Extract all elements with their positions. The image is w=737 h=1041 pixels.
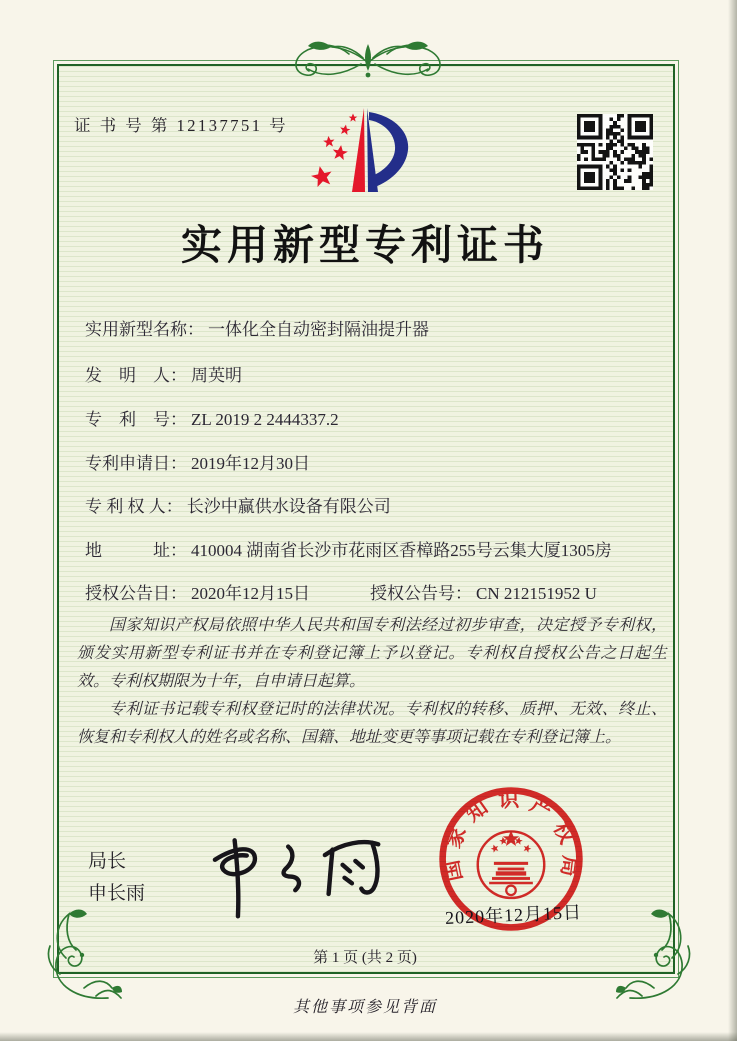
field-value: 2019年12月30日 [191,454,310,473]
field-label: 专 利 号： [85,410,187,429]
field-row-address [85,536,665,561]
field-grant-number [370,579,597,604]
field-value: 长沙中赢供水设备有限公司 [186,497,391,516]
field-value: 410004 湖南省长沙市花雨区香樟路255号云集大厦1305房 [191,541,612,560]
legal-paragraph: 国家知识产权局依照中华人民共和国专利法经过初步审查，决定授予专利权，颁发实用新型专利证书并在专利登记簿上予以登记。专利权自授权公告之日起生效。专利权期限为十年，自申请日起算。 [77,617,667,690]
certificate-title: 实用新型专利证书 [181,222,549,268]
cnipa-logo-icon [298,96,430,204]
flourish-top-ornament-icon [263,38,473,84]
back-note: 其他事项参见背面 [292,999,437,1016]
director-name: 申长雨 [88,883,146,904]
page-indicator: 第 1 页 (共 2 页) [313,950,417,966]
seal-text: 国家知识产权局 [439,787,583,884]
field-row-name [85,315,665,340]
field-row-patentee [85,492,665,517]
scan-edge-shadow [0,1032,737,1041]
field-value: 周英明 [191,366,242,385]
director-title: 局长 [88,851,127,872]
field-label: 地 址： [85,541,187,560]
field-label: 发 明 人： [85,366,187,385]
field-label: 实用新型名称： [85,320,204,339]
field-value: CN 212151952 U [476,584,597,603]
field-row-filing-date [85,449,665,474]
field-row-patent-number [85,405,665,430]
certificate-number: 证 书 号 第 12137751 号 [74,116,289,135]
director-signature [198,824,398,919]
field-label: 专 利 权 人： [85,497,183,516]
field-value: ZL 2019 2 2444337.2 [191,410,339,429]
field-row-grant-date [85,579,665,604]
legal-paragraph: 专利证书记载专利权登记时的法律状况。专利权的转移、质押、无效、终止、恢复和专利权人的姓名或名称、国籍、地址变更等事项记载在专利登记簿上。 [77,701,667,746]
seal-date: 2020年12月15日 [444,902,583,928]
field-value: 一体化全自动密封隔油提升器 [208,320,429,339]
field-row-inventor [85,361,665,386]
field-value: 2020年12月15日 [191,584,310,603]
director-block [88,846,145,910]
qr-code-icon [577,114,653,190]
legal-text-block [77,612,667,752]
field-label: 授权公告号： [370,584,472,603]
field-label: 专利申请日： [85,454,187,473]
scan-edge-shadow [728,0,737,1041]
national-emblem-icon [478,831,545,898]
field-label: 授权公告日： [85,584,187,603]
